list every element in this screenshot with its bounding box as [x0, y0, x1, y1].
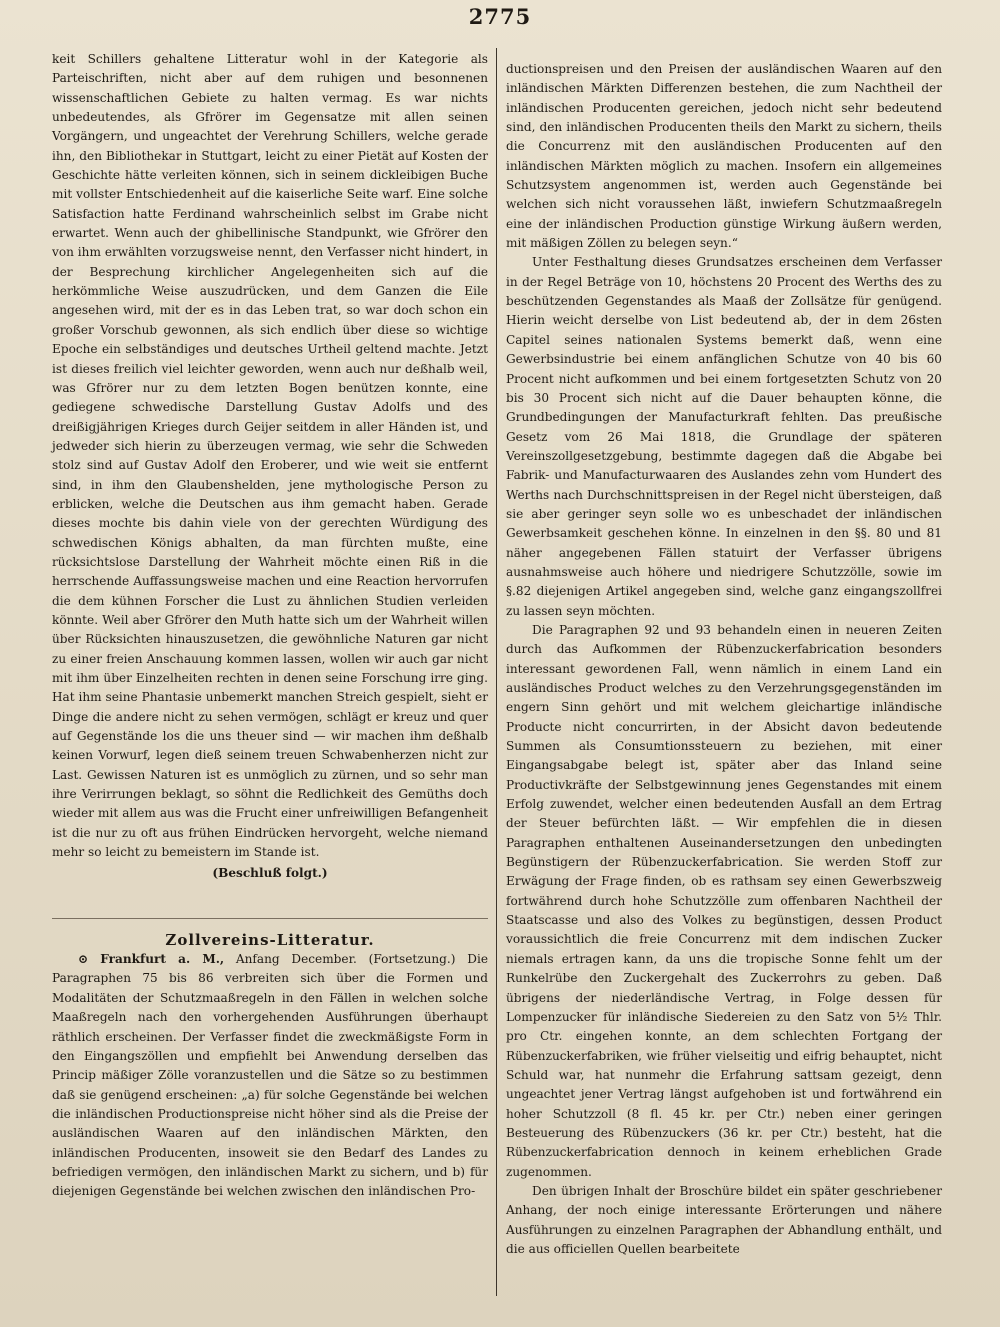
- dateline-paragraph-text: Anfang December. (Fortsetzung.) Die Paragraphen 75 bis 86 verbreiten sich über die Formen und Modalitäten der Schutzmaaßregeln in den Fällen in welchen solche Maaßregeln nach den vorhergehenden Ausführungen überhaupt räthlich erscheinen. Der Verfasser findet die zweckmäßigste Form in den Eingangszöllen und empfiehlt bei Anwendung derselben das Princip mäßiger Zölle voranzustellen und die Sätze so zu bestimmen daß sie genügend erscheinen: „a) für solche Gegenstände bei welchen die inländischen Productionspreise nicht höher sind als die Preise der ausländischen Waaren auf den inländischen Märkten, den inländischen Producenten, insoweit sie den Bedarf des Landes zu befriedigen vermögen, den inländischen Markt zu sichern, und b) für diejenigen Gegenstände bei welchen zwischen den inländischen Pro-: [52, 952, 488, 1199]
- right-paragraph-4: Den übrigen Inhalt der Broschüre bildet ein später geschriebener Anhang, der noch einige interessante Erörterungen und nähere Ausführungen zu einzelnen Paragraphen der Abhandlung enthält, und die aus officiellen Quellen bearbeitete: [506, 1183, 942, 1256]
- left-column: [52, 50, 488, 1202]
- right-paragraph-3: Die Paragraphen 92 und 93 behandeln einen in neueren Zeiten durch das Aufkommen der Rübenzuckerfabrication besonders interessant gewordenen Fall, wenn nämlich in einem Land ein ausländisches Product welches zu den Verzehrungsgegenständen im engern Sinn gehört und mit welchem gleichartige inländische Producte nicht concurrirten, in der Absicht davon bedeutende Summen als Consumtionssteuern zu beziehen, mit einer Eingangsabgabe belegt ist, später aber das Inland seine Productivkräfte der Selbstgewinnung jenes Gegenstandes mit einem Erfolg zuwendet, welcher einen bedeutenden Ausfall an dem Ertrag der Steuer befürchten läßt. — Wir empfehlen die in diesen Paragraphen enthaltenen Auseinandersetzungen den unbedingten Begünstigern der Rübenzuckerfabrication. Sie werden Stoff zur Erwägung der Frage finden, ob es rathsam sey einen Gewerbszweig fortwährend durch hohe Schutzzölle zum offenbaren Nachtheil der Staatscasse und also des Volkes zu begünstigen, dessen Product voraussichtlich die freie Concurrenz mit dem indischen Zucker niemals ertragen kann, da uns die tropische Sonne fehlt um der Runkelrübe den Zuckergehalt des Zuckerrohrs zu geben. Daß übrigens der niederländische Vertrag, in Folge dessen für Lompenzucker für inländische Siedereien zu den Satz von 5½ Thlr. pro Ctr. eingehen konnte, an dem schlechten Fortgang der Rübenzuckerfabriken, wie früher vielseitig und eifrig behauptet, nicht Schuld war, hat nunmehr die Erfahrung sattsam gezeigt, denn ungeachtet jener Vertrag längst aufgehoben ist und fortwährend ein hoher Schutzzoll (8 fl. 45 kr. per Ctr.) neben einer geringen Besteuerung des Rübenzuckers (36 kr. per Ctr.) besteht, hat die Rübenzuckerfabrication dennoch in keinem erheblichen Grade zugenommen.: [506, 622, 942, 1179]
- column-divider: [496, 48, 497, 1296]
- continuation-note: (Beschluß folgt.): [212, 866, 328, 881]
- right-paragraph-2: Unter Festhaltung dieses Grundsatzes erscheinen dem Verfasser in der Regel Beträge von 10, höchstens 20 Procent des Werths des zu beschützenden Gegenstandes als Maaß der Zollsätze für genügend. Hierin weicht derselbe von List bedeutend ab, der in dem 26sten Capitel seines nationalen Systems bemerkt daß, wenn eine Gewerbsindustrie bei einem anfänglichen Schutze von 40 bis 60 Procent nicht aufkommen und bei einem fortgesetzten Schutz von 20 bis 30 Procent sich nicht auf die Dauer behaupten könne, die Grundbedingungen der Manufacturkraft fehlten. Das preußische Gesetz vom 26 Mai 1818, die Grundlage der späteren Vereinszollgesetzgebung, bestimmte dagegen daß die Abgabe bei Fabrik- und Manufacturwaaren des Auslandes zehn vom Hundert des Werths nach Durchschnittspreisen in der Regel nicht übersteigen, daß sie aber geringer seyn solle wo es unbeschadet der inländischen Gewerbsamkeit geschehen könne. In einzelnen in den §§. 80 und 81 näher angegebenen Fällen statuirt der Verfasser übrigens ausnahmsweise auch höhere und niedrigere Schutzzölle, sowie im §.82 diejenigen Artikel angegeben sind, welche ganz eingangszollfrei zu lassen seyn möchten.: [506, 255, 942, 618]
- left-body-paragraph: keit Schillers gehaltene Litteratur wohl in der Kategorie als Parteischriften, nicht aber auf dem ruhigen und besonnenen wissenschaftlichen Gebiete zu halten vermag. Es war nichts unbedeutendes, als Gfrörer im Gegensatze mit allen seinen Vorgängern, und ungeachtet der Verehrung Schillers, welche gerade ihn, den Bibliothekar in Stuttgart, leicht zu einer Pietät auf Kosten der Geschichte hätte verleiten können, sich in seinem dickleibigen Buche mit vollster Entschiedenheit auf die kaiserliche Seite warf. Eine solche Satisfaction hatte Ferdinand wahrscheinlich selbst im Grabe nicht erwartet. Wenn auch der ghibellinische Standpunkt, wie Gfrörer den von ihm erwählten vorzugsweise nennt, den Verfasser nicht hindert, in der Besprechung kirchlicher Angelegenheiten sich auf die herkömmliche Weise auszudrücken, und dem Ganzen die Eile angesehen wird, mit der es in das Leben trat, so war doch schon ein großer Vorschub gewonnen, als sich endlich über diese so wichtige Epoche ein selbständiges und deutsches Urtheil geltend machte. Jetzt ist dieses freilich viel leichter geworden, wenn auch nur deßhalb weil, was Gfrörer nur zu dem letzten Bogen benützen konnte, eine gediegene schwedische Darstellung Gustav Adolfs und des dreißigjährigen Krieges durch Geijer seitdem in aller Händen ist, und jedweder sich hierin zu überzeugen vermag, wie sehr die Schweden stolz sind auf Gustav Adolf den Eroberer, und wie weit sie entfernt sind, in ihm den Glaubenshelden, jene mythologische Person zu erblicken, welche die Deutschen aus ihm gemacht haben. Gerade dieses mochte bis dahin viele von der gerechten Würdigung des schwedischen Königs abhalten, da man fürchten mußte, eine rücksichtslose Darstellung der Wahrheit möchte einen Riß in die herrschende Auffassungsweise machen und eine Reaction hervorrufen die dem kühnen Forscher die Lust zu ähnlichen Studien verleiden könnte. Weil aber Gfrörer den Muth hatte sich um der Wahrheit willen über Rücksichten hinauszusetzen, die gewöhnliche Naturen gar nicht zu einer freien Anschauung kommen lassen, wollen wir auch gar nicht mit ihm über Einzelheiten rechten in denen seine Forschung irre ging. Hat ihm seine Phantasie unbemerkt manchen Streich gespielt, sieht er Dinge die andere nicht zu sehen vermögen, schlägt er kreuz und quer auf Gegenstände los die uns theuer sind — wir machen ihm deßhalb keinen Vorwurf, legen dieß seinem treuen Schwabenherzen nicht zur Last. Gewissen Naturen ist es unmöglich zu zürnen, und so sehr man ihre Verirrungen beklagt, so söhnt die Redlichkeit des Gemüths doch wieder mit allem aus was die Frucht einer unfreiwilligen Befangenheit ist die nur zu oft aus frühen Eindrücken hervorgeht, welche niemand mehr so leicht zu bemeistern im Stande ist.: [52, 52, 488, 860]
- right-column: [506, 60, 942, 1259]
- right-paragraph-1: ductionspreisen und den Preisen der ausländischen Waaren auf den inländischen Märkten Differenzen bestehen, die zum Nachtheil der inländischen Producenten gereichen, jedoch nicht sehr bedeutend sind, den inländischen Producenten theils den Markt zu sichern, theils die Concurrenz mit den ausländischen Producenten auf den inländischen Märkten möglich zu machen. Insofern ein allgemeines Schutzsystem angenommen ist, werden auch Gegenstände bei welchen sich nicht voraussehen läßt, inwiefern Schutzmaaßregeln eine der inländischen Production günstige Wirkung äußern werden, mit mäßigen Zöllen zu belegen seyn.“: [506, 62, 942, 251]
- page-number: 2775: [468, 4, 532, 29]
- dateline-paragraph: [52, 950, 488, 1201]
- dateline: ⊙ Frankfurt a. M.,: [78, 952, 225, 967]
- section-heading: Zollvereins-Litteratur.: [52, 918, 488, 950]
